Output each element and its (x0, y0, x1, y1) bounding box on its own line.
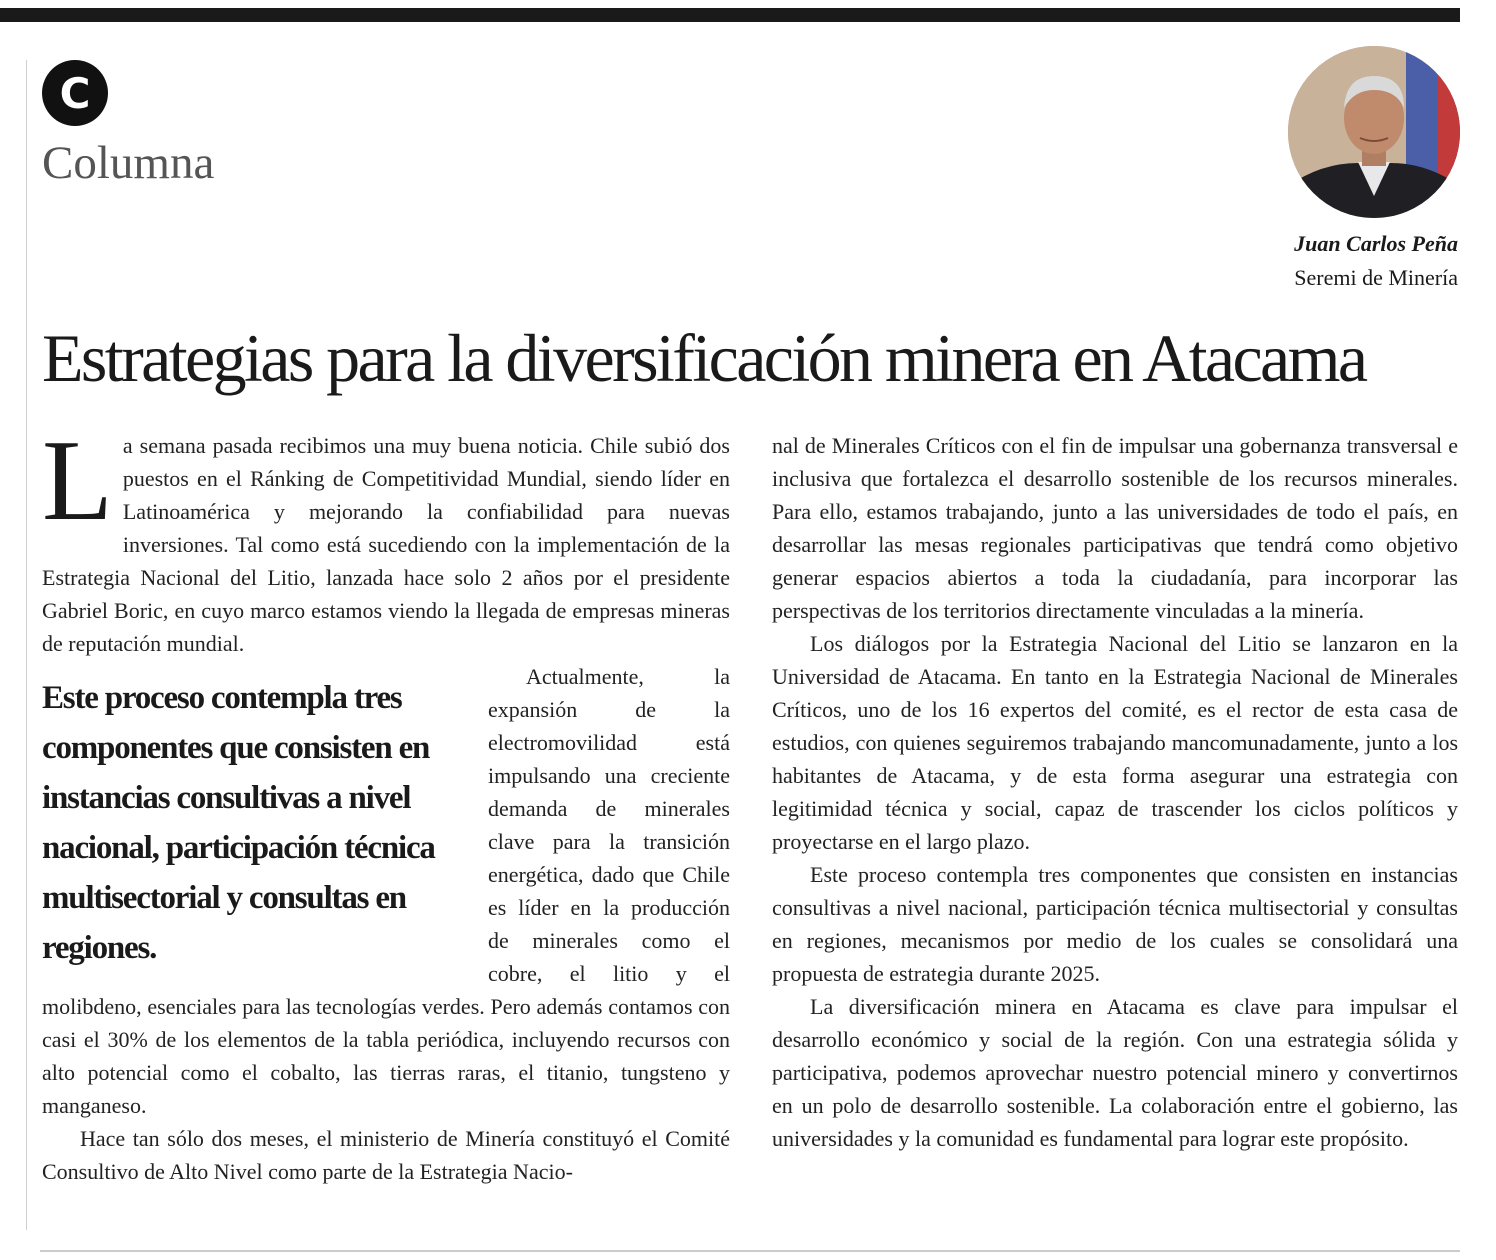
paragraph-4: Los diálogos por la Estrategia Nacional del Litio se lanzaron en la Universidad de Atacama. En tanto en la Estrategia Nacional de Minerales Críticos, uno de los 16 expertos del comité, es el rector de esta casa de estudios, con quienes seguiremos trabajando mancomunadamente, junto a los habitantes de Atacama, y de esta forma asegurar una estrategia con legitimidad técnica y social, capaz de trascender los ciclos políticos y proyectarse en el largo plazo. (772, 631, 1458, 854)
author-portrait-image (1288, 46, 1460, 218)
article-headline: Estrategias para la diversificación minera en Atacama (42, 320, 1366, 396)
paragraph-6: La diversificación minera en Atacama es clave para impulsar el desarrollo económico y social de la región. Con una estrategia sólida y participativa, podemos aprovechar nuestro potencial minero y convertirnos en un polo de desarrollo sostenible. La colaboración entre el gobierno, las universidades y la comunidad es fundamental para lograr este propósito. (772, 994, 1458, 1151)
author-name: Juan Carlos Peña (1294, 231, 1458, 256)
author-photo (1288, 46, 1460, 218)
article-column-right (772, 429, 1458, 1229)
paragraph-5: Este proceso contempla tres componentes que consisten en instancias consultivas a nivel nacional, participación técnica multisectorial y consultas en regiones, mecanismos por medio de los cuales se consolidará una propuesta de estrategia durante 2025. (772, 862, 1458, 986)
top-rule (0, 8, 1460, 22)
paragraph-1: a semana pasada recibimos una muy buena noticia. Chile subió dos puestos en el Ránking de Competitividad Mundial, siendo líder en Latinoamérica y mejorando la confiabilidad para nuevas inversiones. Tal como está sucediendo con la implementación de la Estrategia Nacional del Litio, lanzada hace solo 2 años por el presidente Gabriel Boric, en cuyo marco estamos viendo la llegada de empresas mineras de reputación mundial. (42, 433, 730, 656)
paragraph-3-continued: nal de Minerales Críticos con el fin de impulsar una gobernanza transversal e inclusiva que fortalezca el desarrollo sostenible de los recursos minerales. Para ello, estamos trabajando, junto a las universidades de todo el país, en desarrollar las mesas regionales participativas que tendrá como objetivo generar espacios abiertos a toda la ciudadanía, para incorporar las perspectivas de los territorios directamente vinculadas a la minería. (772, 433, 1458, 623)
section-badge: C (42, 60, 108, 126)
author-role: Seremi de Minería (1294, 265, 1458, 290)
bottom-rule (40, 1250, 1460, 1252)
paragraph-3-start: Hace tan sólo dos meses, el ministerio de Minería constituyó el Comité Consultivo de Alto Nivel como parte de la Estrategia Nacio- (42, 1126, 730, 1184)
left-margin-rule (26, 60, 27, 1230)
drop-cap: L (42, 429, 113, 545)
section-label: Columna (42, 137, 215, 189)
paragraph-2: Actualmente, la expansión de la electromovilidad está impulsando una creciente demanda de minerales clave para la transición energética, dado que Chile es líder en la producción de minerales como el cobre, el litio y el molibdeno, esenciales para las tecnologías verdes. Pero además contamos con casi el 30% de los elementos de la tabla periódica, incluyendo recursos con alto potencial como el cobalto, las tierras raras, el titanio, tungsteno y manganeso. (42, 664, 730, 1118)
article-column-left (42, 429, 730, 1229)
pull-quote: Este proceso contempla tres componentes que consisten en instancias consultivas a nivel nacional, participación técnica multisectorial y consultas en regiones. (42, 680, 435, 966)
